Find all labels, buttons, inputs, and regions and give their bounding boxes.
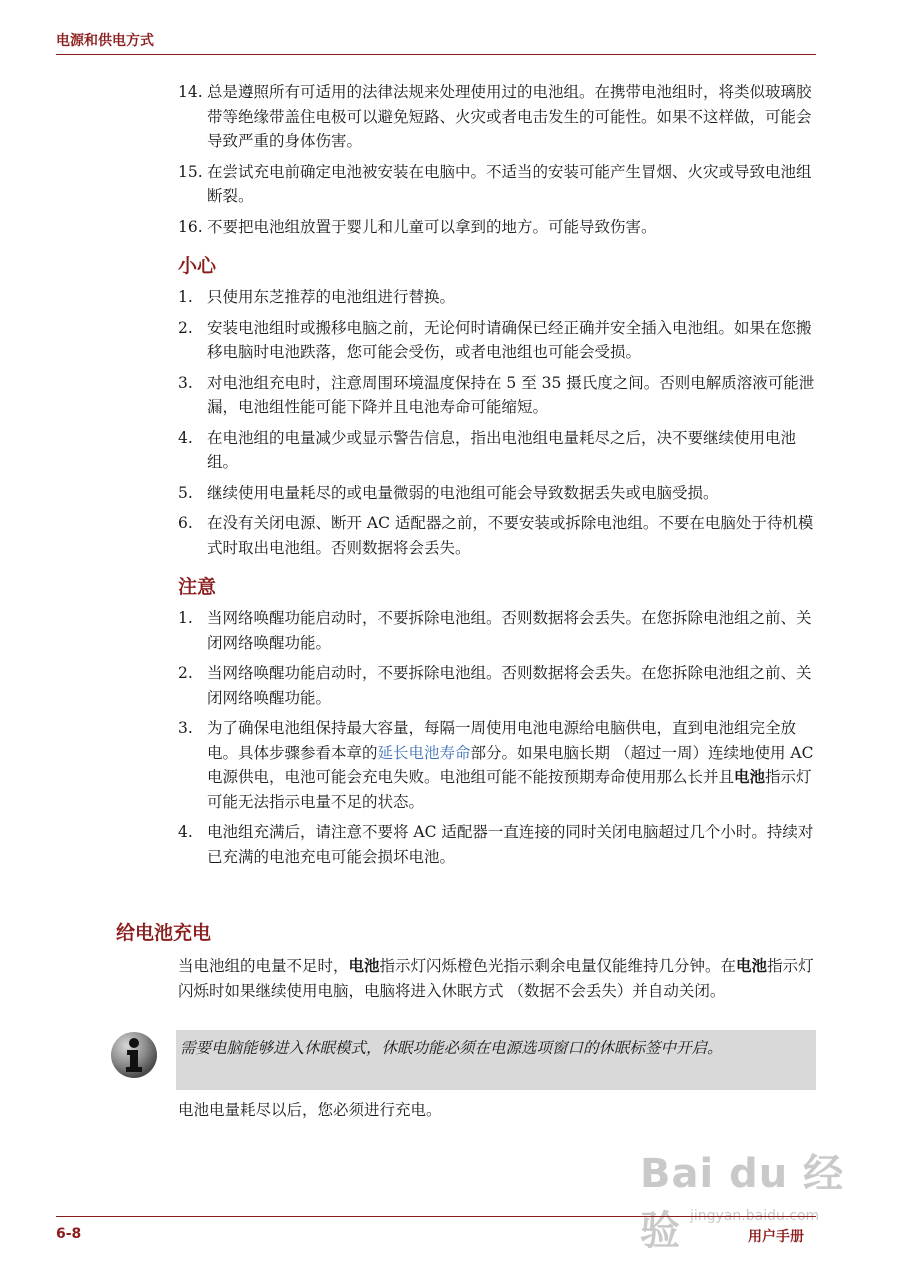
- item-number: 1.: [178, 288, 193, 306]
- item-number: 16.: [178, 217, 203, 236]
- caution-heading: 小心: [178, 255, 217, 277]
- item-text: 只使用东芝推荐的电池组进行替换。: [207, 288, 456, 306]
- main-content: [178, 80, 818, 875]
- info-icon: [109, 1030, 159, 1080]
- item-number: 3.: [178, 373, 193, 392]
- list-item: [178, 716, 818, 814]
- manual-title: 用户手册: [748, 1229, 804, 1245]
- list-item: [178, 80, 818, 154]
- battery-label: 电池: [736, 957, 768, 975]
- list-item: [178, 426, 818, 475]
- item-text: 电池组充满后，请注意不要将 AC 适配器一直连接的同时关闭电脑超过几个小时。持续对已充满的电池充电可能会损坏电池。: [207, 823, 814, 866]
- list-item: [178, 285, 818, 310]
- top-numbered-list: [178, 80, 818, 239]
- item-text: 在没有关闭电源、断开 AC 适配器之前，不要安装或拆除电池组。不要在电脑处于待机模式时取出电池组。否则数据将会丢失。: [207, 514, 814, 557]
- item-number: 6.: [178, 514, 193, 532]
- item-text: 指示灯可能无法指示电量不足的状态。: [207, 768, 812, 811]
- list-item: [178, 820, 818, 869]
- footer-divider: [56, 1216, 816, 1217]
- watermark-sub: jingyan.baidu.com: [690, 1208, 820, 1224]
- list-item: [178, 215, 818, 240]
- item-text: 不要把电池组放置于婴儿和儿童可以拿到的地方。可能导致伤害。: [207, 217, 657, 236]
- item-number: 5.: [178, 483, 193, 502]
- item-text: 在尝试充电前确定电池被安装在电脑中。不适当的安装可能产生冒烟、火灾或导致电池组断裂。: [207, 162, 812, 205]
- list-item: [178, 511, 818, 560]
- item-text: 当网络唤醒功能启动时，不要拆除电池组。否则数据将会丢失。在您拆除电池组之前、关闭网络唤醒功能。: [207, 664, 812, 707]
- note-heading: 注意: [178, 576, 217, 598]
- caution-list: [178, 285, 818, 560]
- info-note-text: 需要电脑能够进入休眠模式，休眠功能必须在电源选项窗口的休眠标签中开启。: [180, 1039, 723, 1057]
- item-text: 部分。如果电脑长期 （超过一周）连续地使用 AC 电源供电，电池可能会充电失败。电池组可能不能按预期寿命使用那么长并且: [207, 743, 814, 786]
- battery-label: 电池: [348, 957, 380, 975]
- list-item: [178, 371, 818, 420]
- item-text: 当网络唤醒功能启动时，不要拆除电池组。否则数据将会丢失。在您拆除电池组之前、关闭网络唤醒功能。: [207, 609, 812, 652]
- note-list: [178, 606, 818, 869]
- item-number: 3.: [178, 719, 193, 737]
- extend-battery-life-link[interactable]: 延长电池寿命: [377, 743, 471, 762]
- item-number: 4.: [178, 823, 193, 841]
- item-number: 14.: [178, 83, 203, 101]
- page-number: 6-8: [56, 1226, 82, 1242]
- after-note-text: 电池电量耗尽以后，您必须进行充电。: [178, 1101, 442, 1119]
- item-text: 对电池组充电时，注意周围环境温度保持在 5 至 35 摄氏度之间。否则电解质溶液可能泄漏，电池组性能可能下降并且电池寿命可能缩短。: [207, 373, 815, 416]
- item-number: 15.: [178, 162, 203, 181]
- charging-section-title: 给电池充电: [116, 922, 212, 944]
- para-text: 当电池组的电量不足时，: [178, 957, 349, 975]
- watermark-main: Bai du 经验: [640, 1151, 845, 1254]
- charging-paragraph: [178, 954, 818, 1003]
- battery-label: 电池: [734, 768, 766, 786]
- item-text: 在电池组的电量减少或显示警告信息，指出电池组电量耗尽之后，决不要继续使用电池组。: [207, 428, 797, 471]
- list-item: [178, 160, 818, 209]
- item-number: 4.: [178, 428, 193, 447]
- info-note-box: [176, 1030, 816, 1090]
- item-text: 为了确保电池组保持最大容量，每隔一周使用电池电源给电脑供电，直到电池组完全放电。具体步骤参看本章的: [207, 719, 797, 762]
- item-text: 总是遵照所有可适用的法律法规来处理使用过的电池组。在携带电池组时，将类似玻璃胶带等绝缘带盖住电极可以避免短路、火灾或者电击发生的可能性。如果不这样做，可能会导致严重的身体伤害。: [207, 83, 812, 150]
- list-item: [178, 661, 818, 710]
- page-header-title: 电源和供电方式: [56, 33, 154, 49]
- list-item: [178, 606, 818, 655]
- para-text: 指示灯闪烁橙色光指示剩余电量仅能维持几分钟。在: [379, 957, 737, 975]
- item-text: 继续使用电量耗尽的或电量微弱的电池组可能会导致数据丢失或电脑受损。: [207, 483, 719, 502]
- list-item: [178, 316, 818, 365]
- item-number: 2.: [178, 664, 193, 682]
- list-item: [178, 481, 818, 506]
- header-divider: [56, 54, 816, 55]
- item-number: 2.: [178, 318, 193, 337]
- item-text: 安装电池组时或搬移电脑之前，无论何时请确保已经正确并安全插入电池组。如果在您搬移电脑时电池跌落，您可能会受伤，或者电池组也可能会受损。: [207, 318, 812, 361]
- para-text: 指示灯闪烁时如果继续使用电脑，电脑将进入休眠方式 （数据不会丢失）并自动关闭。: [178, 957, 814, 1000]
- item-number: 1.: [178, 609, 193, 627]
